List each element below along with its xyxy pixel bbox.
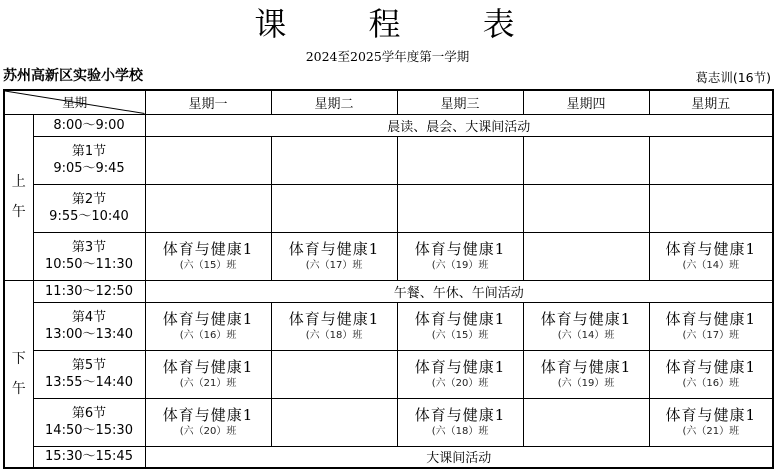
event-cell: 午餐、午休、午间活动 bbox=[145, 280, 773, 302]
empty-cell bbox=[271, 350, 397, 398]
slot-label: 第6节 14:50～15:30 bbox=[33, 398, 145, 446]
course-cell bbox=[145, 302, 271, 350]
day-header: 星期三 bbox=[397, 90, 523, 114]
course-name: 体育与健康1 bbox=[414, 239, 506, 258]
teacher-name: 葛志训(16节) bbox=[695, 70, 771, 85]
event-cell: 大课间活动 bbox=[145, 446, 773, 468]
period-row bbox=[4, 398, 773, 446]
class-label: (六（15）班 bbox=[431, 329, 489, 341]
course-cell bbox=[397, 398, 523, 446]
course-name: 体育与健康1 bbox=[665, 357, 757, 376]
class-label: (六（18）班 bbox=[431, 425, 489, 437]
course-name: 体育与健康1 bbox=[540, 309, 632, 328]
slot-label: 第3节 10:50～11:30 bbox=[33, 232, 145, 280]
day-header: 星期一 bbox=[145, 90, 271, 114]
course-cell bbox=[523, 350, 649, 398]
slot-time: 15:30～15:45 bbox=[33, 446, 145, 468]
course-cell bbox=[649, 350, 773, 398]
term-subtitle: 2024至2025学年度第一学期 bbox=[305, 49, 470, 64]
class-label: (六（20）班 bbox=[431, 377, 489, 389]
empty-cell bbox=[145, 184, 271, 232]
slot-label: 第5节 13:55～14:40 bbox=[33, 350, 145, 398]
course-cell bbox=[397, 350, 523, 398]
course-name: 体育与健康1 bbox=[665, 239, 757, 258]
event-cell: 晨读、晨会、大课间活动 bbox=[145, 114, 773, 136]
period-row bbox=[4, 184, 773, 232]
course-cell bbox=[271, 302, 397, 350]
end-event-row bbox=[4, 446, 773, 468]
period-row bbox=[4, 302, 773, 350]
course-cell bbox=[649, 232, 773, 280]
class-label: (六（16）班 bbox=[682, 377, 740, 389]
corner-label: 星期 bbox=[62, 95, 88, 111]
course-name: 体育与健康1 bbox=[162, 239, 254, 258]
slot-label: 第1节 9:05～9:45 bbox=[33, 136, 145, 184]
slot-label: 第2节 9:55～10:40 bbox=[33, 184, 145, 232]
course-cell bbox=[145, 398, 271, 446]
empty-cell bbox=[523, 184, 649, 232]
period-row bbox=[4, 232, 773, 280]
day-header: 星期四 bbox=[523, 90, 649, 114]
course-cell bbox=[397, 302, 523, 350]
class-label: (六（14）班 bbox=[682, 259, 740, 271]
course-name: 体育与健康1 bbox=[665, 405, 757, 424]
noon-event-row bbox=[4, 280, 773, 302]
empty-cell bbox=[649, 184, 773, 232]
course-name: 体育与健康1 bbox=[414, 357, 506, 376]
class-label: (六（20）班 bbox=[179, 425, 237, 437]
empty-cell bbox=[145, 136, 271, 184]
empty-cell bbox=[523, 136, 649, 184]
header-row bbox=[4, 90, 773, 114]
timetable bbox=[3, 89, 774, 469]
course-cell bbox=[649, 302, 773, 350]
course-cell bbox=[271, 232, 397, 280]
am-label: 上 午 bbox=[4, 114, 33, 280]
empty-cell bbox=[649, 136, 773, 184]
class-label: (六（19）班 bbox=[431, 259, 489, 271]
class-label: (六（17）班 bbox=[682, 329, 740, 341]
page-title: 课 程 表 bbox=[254, 5, 551, 43]
course-cell bbox=[649, 398, 773, 446]
empty-cell bbox=[271, 184, 397, 232]
course-name: 体育与健康1 bbox=[540, 357, 632, 376]
day-header: 星期二 bbox=[271, 90, 397, 114]
course-name: 体育与健康1 bbox=[288, 309, 380, 328]
empty-cell bbox=[271, 136, 397, 184]
class-label: (六（17）班 bbox=[305, 259, 363, 271]
course-cell bbox=[145, 232, 271, 280]
slot-time: 11:30～12:50 bbox=[33, 280, 145, 302]
course-name: 体育与健康1 bbox=[288, 239, 380, 258]
pm-label: 下 午 bbox=[4, 280, 33, 468]
class-label: (六（14）班 bbox=[557, 329, 615, 341]
empty-cell bbox=[397, 136, 523, 184]
course-name: 体育与健康1 bbox=[162, 309, 254, 328]
empty-cell bbox=[397, 184, 523, 232]
course-cell bbox=[145, 350, 271, 398]
slot-time: 8:00～9:00 bbox=[33, 114, 145, 136]
school-name: 苏州高新区实验小学校 bbox=[3, 68, 143, 84]
period-row bbox=[4, 350, 773, 398]
class-label: (六（19）班 bbox=[557, 377, 615, 389]
empty-cell bbox=[271, 398, 397, 446]
course-cell bbox=[397, 232, 523, 280]
empty-cell bbox=[523, 398, 649, 446]
morning-event-row bbox=[4, 114, 773, 136]
period-row bbox=[4, 136, 773, 184]
corner-cell bbox=[4, 90, 145, 114]
slot-label: 第4节 13:00～13:40 bbox=[33, 302, 145, 350]
empty-cell bbox=[523, 232, 649, 280]
day-header: 星期五 bbox=[649, 90, 773, 114]
class-label: (六（18）班 bbox=[305, 329, 363, 341]
course-name: 体育与健康1 bbox=[162, 357, 254, 376]
course-name: 体育与健康1 bbox=[162, 405, 254, 424]
class-label: (六（15）班 bbox=[179, 259, 237, 271]
class-label: (六（16）班 bbox=[179, 329, 237, 341]
course-name: 体育与健康1 bbox=[665, 309, 757, 328]
class-label: (六（21）班 bbox=[682, 425, 740, 437]
course-name: 体育与健康1 bbox=[414, 405, 506, 424]
class-label: (六（21）班 bbox=[179, 377, 237, 389]
course-name: 体育与健康1 bbox=[414, 309, 506, 328]
course-cell bbox=[523, 302, 649, 350]
